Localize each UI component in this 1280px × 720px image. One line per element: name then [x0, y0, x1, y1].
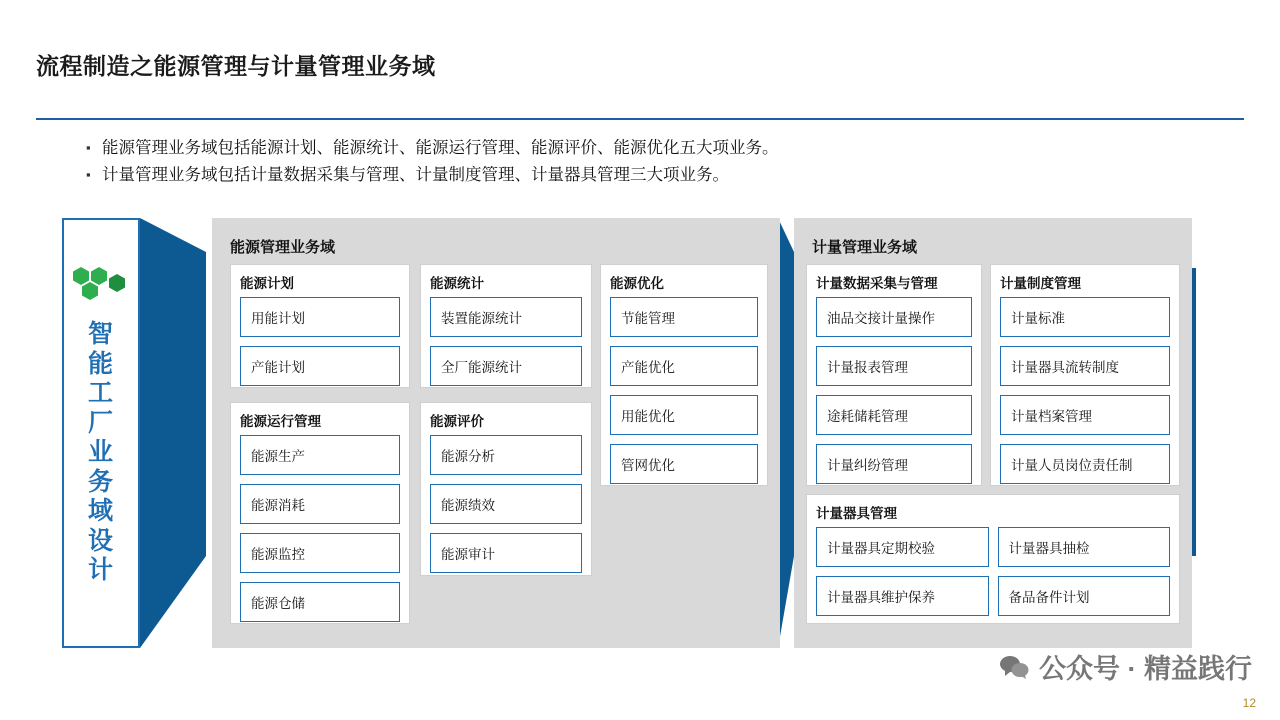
- page-number: 12: [1242, 696, 1256, 710]
- list-item[interactable]: 计量报表管理: [816, 346, 972, 386]
- group-title: 能源优化: [610, 276, 664, 291]
- group-metering-data-collection: [806, 264, 982, 486]
- bullet-text: 能源管理业务域包括能源计划、能源统计、能源运行管理、能源评价、能源优化五大项业务。: [102, 139, 779, 157]
- watermark: [999, 647, 1252, 686]
- panel-metering-management: [794, 218, 1192, 648]
- watermark-text: 公众号 · 精益践行: [1039, 654, 1252, 684]
- list-item[interactable]: 管网优化: [610, 444, 758, 484]
- list-item: [86, 136, 1186, 160]
- list-item[interactable]: 计量器具维护保养: [816, 576, 989, 616]
- panel-energy-management: [212, 218, 780, 648]
- group-title: 能源运行管理: [240, 414, 321, 429]
- hexagon-cluster-icon: [72, 266, 130, 300]
- bullet-marker-icon: ▪: [86, 167, 91, 182]
- group-energy-evaluation: [420, 402, 592, 576]
- list-item[interactable]: 装置能源统计: [430, 297, 582, 337]
- instrument-row-1: [807, 527, 1179, 576]
- banner-char: 能: [87, 349, 114, 378]
- list-item[interactable]: 计量人员岗位责任制: [1000, 444, 1170, 484]
- group-title: 计量制度管理: [1000, 276, 1081, 291]
- bullet-list: [86, 136, 1186, 190]
- group-energy-operation: [230, 402, 410, 624]
- list-item: [86, 163, 1186, 187]
- banner-char: 域: [87, 497, 114, 525]
- list-item[interactable]: 用能计划: [240, 297, 400, 337]
- banner-char: 智: [87, 320, 114, 348]
- list-item[interactable]: 计量器具流转制度: [1000, 346, 1170, 386]
- list-item[interactable]: 全厂能源统计: [430, 346, 582, 386]
- list-item[interactable]: 计量标准: [1000, 297, 1170, 337]
- banner-title: [64, 320, 138, 586]
- panel-title-energy: 能源管理业务域: [230, 239, 336, 256]
- list-item[interactable]: 计量器具定期校验: [816, 527, 989, 567]
- group-title: 计量器具管理: [816, 506, 897, 521]
- list-item[interactable]: 能源仓储: [240, 582, 400, 622]
- banner-char: 设: [87, 526, 114, 555]
- list-item[interactable]: 能源消耗: [240, 484, 400, 524]
- bullet-text: 计量管理业务域包括计量数据采集与管理、计量制度管理、计量器具管理三大项业务。: [102, 166, 729, 184]
- instrument-row-2: [807, 576, 1179, 625]
- group-energy-statistics: [420, 264, 592, 388]
- page-title: 流程制造之能源管理与计量管理业务域: [36, 53, 436, 79]
- wechat-icon: [999, 655, 1029, 679]
- group-energy-plan: [230, 264, 410, 388]
- group-title: 能源统计: [430, 276, 484, 291]
- banner-char: 计: [87, 556, 114, 584]
- list-item[interactable]: 油品交接计量操作: [816, 297, 972, 337]
- title-divider: [36, 118, 1244, 120]
- banner-char: 业: [87, 438, 114, 466]
- banner-char: 务: [87, 467, 114, 496]
- bullet-marker-icon: ▪: [86, 140, 91, 155]
- list-item[interactable]: 产能计划: [240, 346, 400, 386]
- banner-char: 厂: [87, 408, 114, 437]
- list-item[interactable]: 能源生产: [240, 435, 400, 475]
- list-item[interactable]: 计量档案管理: [1000, 395, 1170, 435]
- list-item[interactable]: 途耗储耗管理: [816, 395, 972, 435]
- group-title: 能源计划: [240, 276, 294, 291]
- list-item[interactable]: 用能优化: [610, 395, 758, 435]
- group-metering-instrument: [806, 494, 1180, 624]
- group-title: 计量数据采集与管理: [816, 276, 938, 291]
- left-vertical-banner: [62, 218, 140, 648]
- list-item[interactable]: 能源审计: [430, 533, 582, 573]
- list-item[interactable]: 能源监控: [240, 533, 400, 573]
- list-item[interactable]: 备品备件计划: [998, 576, 1171, 616]
- group-metering-system: [990, 264, 1180, 486]
- group-title: 能源评价: [430, 414, 484, 429]
- list-item[interactable]: 计量纠纷管理: [816, 444, 972, 484]
- banner-char: 工: [87, 379, 114, 407]
- panel-title-metering: 计量管理业务域: [812, 239, 918, 256]
- list-item[interactable]: 能源分析: [430, 435, 582, 475]
- list-item[interactable]: 节能管理: [610, 297, 758, 337]
- list-item[interactable]: 能源绩效: [430, 484, 582, 524]
- list-item[interactable]: 计量器具抽检: [998, 527, 1171, 567]
- group-energy-optimization: [600, 264, 768, 486]
- list-item[interactable]: 产能优化: [610, 346, 758, 386]
